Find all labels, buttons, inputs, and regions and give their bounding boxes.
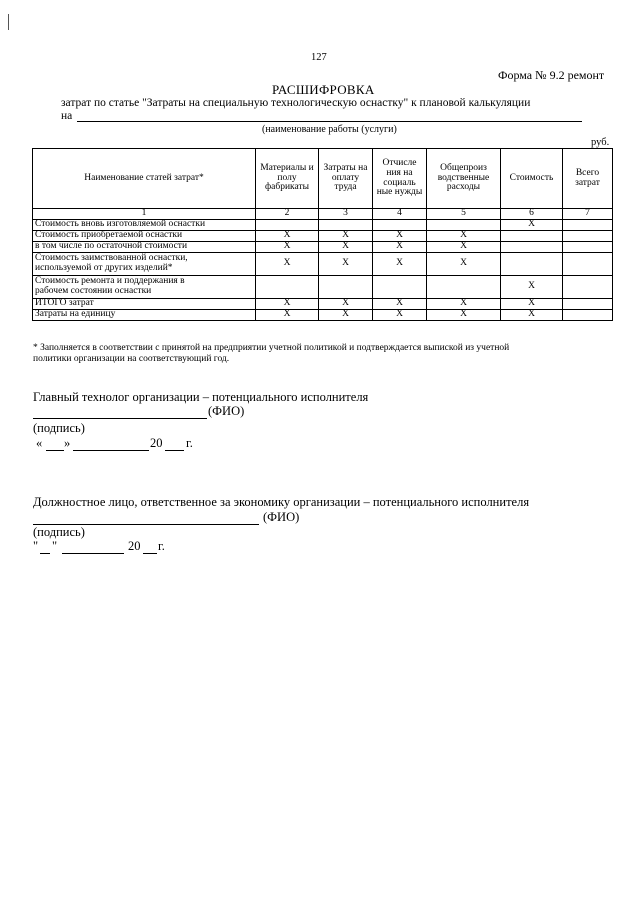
table-cell: X <box>427 242 501 253</box>
year-suffix: г. <box>186 436 193 450</box>
table-cell <box>373 220 427 231</box>
table-cell: X <box>501 220 563 231</box>
column-number: 7 <box>563 209 613 220</box>
year-suffix: г. <box>158 539 165 553</box>
table-cell: X <box>501 276 563 299</box>
row-label: Затраты на единицу <box>33 310 256 321</box>
cost-breakdown-table <box>32 148 613 321</box>
table-cell <box>563 242 613 253</box>
header-social: Отчисле ния на социаль ные нужды <box>373 149 427 209</box>
table-cell: X <box>373 253 427 276</box>
column-number: 2 <box>256 209 319 220</box>
table-row <box>33 310 613 321</box>
column-number: 5 <box>427 209 501 220</box>
table-cell: X <box>256 242 319 253</box>
table-cell: X <box>427 299 501 310</box>
row-label: ИТОГО затрат <box>33 299 256 310</box>
date-close-quote: » <box>64 436 71 450</box>
date-open-quote: " <box>33 539 39 553</box>
signatory-title: Должностное лицо, ответственное за экономику организации – потенциального исполнителя <box>33 495 530 509</box>
table-cell: X <box>256 253 319 276</box>
fio-line <box>33 418 207 419</box>
table-cell <box>501 253 563 276</box>
table-cell: X <box>256 231 319 242</box>
header-labor: Затраты на оплату труда <box>319 149 373 209</box>
table-cell: X <box>373 231 427 242</box>
row-label: Стоимость вновь изготовляемой оснастки <box>33 220 256 231</box>
header-total: Всего затрат <box>563 149 613 209</box>
table-cell <box>563 220 613 231</box>
document-subtitle: затрат по статье "Затраты на специальную технологическую оснастку" к плановой калькуляции <box>61 97 531 109</box>
signature-label: (подпись) <box>33 525 85 539</box>
year-prefix: 20 <box>150 436 163 450</box>
signatory-title: Главный технолог организации – потенциального исполнителя <box>33 390 369 404</box>
table-row <box>33 276 613 299</box>
work-name-line <box>77 121 582 122</box>
table-cell <box>427 276 501 299</box>
month-line <box>62 553 124 554</box>
signature-label: (подпись) <box>33 421 85 435</box>
row-label: в том числе по остаточной стоимости <box>33 242 256 253</box>
row-label <box>33 276 256 299</box>
form-number: Форма № 9.2 ремонт <box>498 68 605 82</box>
row-label-line: Стоимость заимствованной оснастки, <box>35 253 188 264</box>
table-cell: X <box>319 299 373 310</box>
year-line <box>143 553 157 554</box>
year-line <box>165 450 184 451</box>
table-cell: X <box>501 299 563 310</box>
fio-label: (ФИО) <box>263 510 300 524</box>
column-number: 4 <box>373 209 427 220</box>
header-cost: Стоимость <box>501 149 563 209</box>
table-cell: X <box>256 310 319 321</box>
header-overhead: Общепроиз водственные расходы <box>427 149 501 209</box>
header-materials: Материалы и полу фабрикаты <box>256 149 319 209</box>
month-line <box>73 450 149 451</box>
row-label <box>33 253 256 276</box>
table-cell <box>501 231 563 242</box>
date-close-quote: " <box>52 539 58 553</box>
table-cell <box>373 276 427 299</box>
table-cell: X <box>427 253 501 276</box>
date-open-quote: « <box>36 436 43 450</box>
footnote-line: политики организации на соответствующий год. <box>33 354 230 364</box>
table-cell: X <box>501 310 563 321</box>
table-cell: X <box>256 299 319 310</box>
table-cell: X <box>373 242 427 253</box>
table-row <box>33 299 613 310</box>
fio-label: (ФИО) <box>208 404 245 418</box>
column-number: 6 <box>501 209 563 220</box>
page-number: 127 <box>311 52 327 63</box>
header-cost-item: Наименование статей затрат* <box>33 149 256 209</box>
table-cell <box>501 242 563 253</box>
table-cell <box>256 276 319 299</box>
row-label-line: используемой от других изделий* <box>35 263 173 273</box>
table-cell: X <box>427 231 501 242</box>
year-prefix: 20 <box>128 539 141 553</box>
table-cell: X <box>319 310 373 321</box>
column-number: 3 <box>319 209 373 220</box>
table-cell <box>319 220 373 231</box>
table-cell <box>563 299 613 310</box>
table-cell <box>563 310 613 321</box>
footnote-line: * Заполняется в соответствии с принятой на предприятии учетной политикой и подтверждается выпиской из учетной <box>33 343 510 353</box>
work-name-caption: (наименование работы (услуги) <box>262 124 397 135</box>
document-title: РАСШИФРОВКА <box>272 82 375 97</box>
table-row <box>33 253 613 276</box>
table-cell <box>256 220 319 231</box>
row-label-line: Стоимость ремонта и поддержания в <box>35 276 185 287</box>
table-cell <box>563 231 613 242</box>
currency-label: руб. <box>591 137 610 148</box>
table-cell: X <box>427 310 501 321</box>
margin-mark <box>8 14 9 30</box>
table-row <box>33 231 613 242</box>
table-row <box>33 220 613 231</box>
table-cell <box>563 253 613 276</box>
table-cell: X <box>373 310 427 321</box>
table-row <box>33 242 613 253</box>
table-cell <box>563 276 613 299</box>
column-number-row <box>33 209 613 220</box>
table-cell: X <box>373 299 427 310</box>
table-header-row <box>33 149 613 209</box>
day-line <box>46 450 64 451</box>
table-cell: X <box>319 253 373 276</box>
table-cell <box>319 276 373 299</box>
row-label: Стоимость приобретаемой оснастки <box>33 231 256 242</box>
table-cell: X <box>319 242 373 253</box>
column-number: 1 <box>33 209 256 220</box>
row-label-line: рабочем состоянии оснастки <box>35 286 152 296</box>
work-name-prefix: на <box>61 110 73 122</box>
table-cell: X <box>319 231 373 242</box>
table-cell <box>427 220 501 231</box>
day-line <box>40 553 50 554</box>
